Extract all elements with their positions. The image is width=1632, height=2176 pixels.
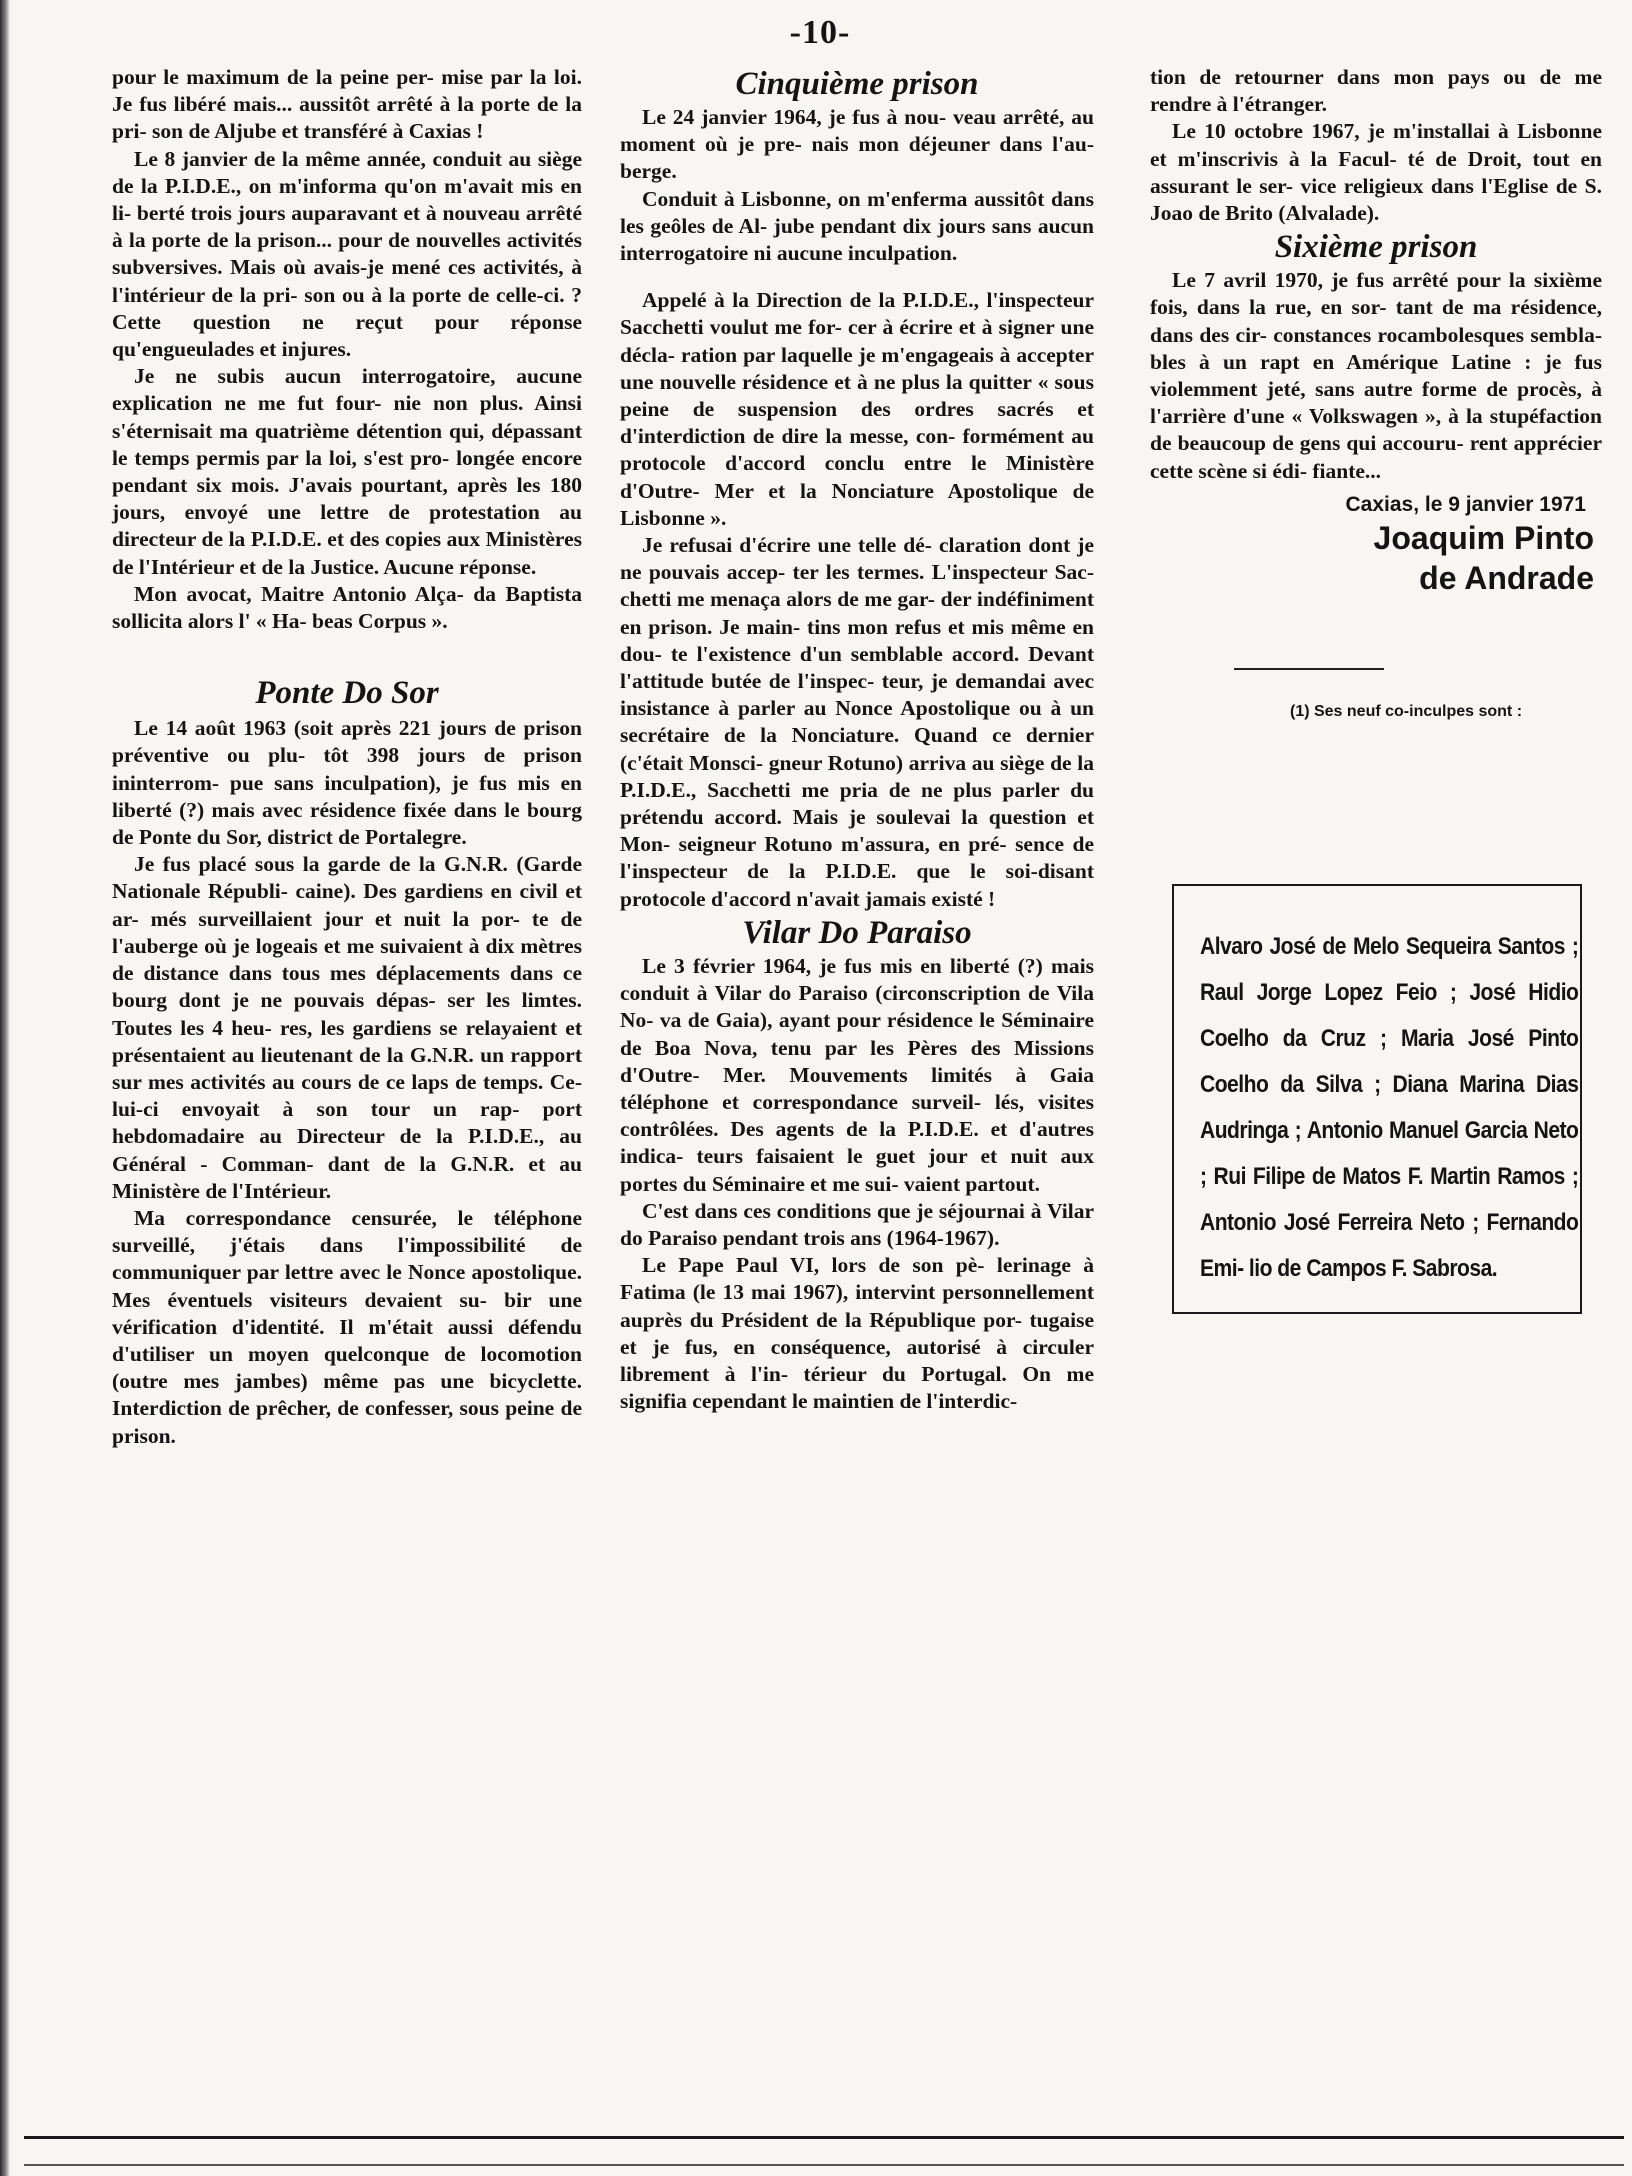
paragraph: Le 8 janvier de la même année, conduit au siège de la P.I.D.E., on m'informa qu'on m'avait mis en li- berté trois jours auparavant et à nouveau arrêté à la porte de la prison... pour de nouvelles activités subversives. Mais où avais-je mené ces activités, à l'intérieur de la pri- son ou à la porte de celle-ci. ? Cette question ne reçut pour réponse qu'engueulades et injures. (112, 146, 582, 362)
page-number: -10- (789, 14, 851, 51)
footnote: (1) Ses neuf co-inculpes sont : (1289, 703, 1523, 721)
paragraph: Conduit à Lisbonne, on m'enferma aussitôt dans les geôles de Al- jube pendant dix jours sans aucun interrogatoire ni aucune inculpation. (620, 186, 1094, 266)
paragraph: Mon avocat, Maitre Antonio Alça- da Baptista sollicita alors l' « Ha- beas Corpus ». (112, 581, 582, 634)
paragraph: Le 24 janvier 1964, je fus à nou- veau arrêté, au moment où je pre- nais mon déjeuner dans l'au- berge. (620, 105, 1094, 184)
paragraph: C'est dans ces conditions que je séjournai à Vilar do Paraiso pendant trois ans (1964-1967). (620, 1198, 1094, 1250)
paragraph: tion de retourner dans mon pays ou de me rendre à l'étranger. (1150, 65, 1602, 117)
section-heading-cinquieme-prison: Cinquième prison (735, 66, 979, 102)
paragraph: Je fus placé sous la garde de la G.N.R. (Garde Nationale Républi- caine). Des gardiens en civil et ar- més surveillaient jour et nuit la por- te de l'auberge où je logeais et me suivaient à dix mètres de distance dans tous mes déplacements dans ce bourg dont je ne pouvais dépas- ser les limtes. Toutes les 4 heu- res, les gardiens se relayaient et présentaient au lieutenant de la G.N.R. un rapport sur mes activités au cours de ce laps de temps. Ce- lui-ci envoyait à son tour un rap- port hebdomadaire au Directeur de la P.I.D.E., au Général - Comman- dant de la G.N.R. et au Ministère de l'Intérieur. (112, 852, 582, 1203)
signature-place-date: Caxias, le 9 janvier 1971 (1345, 492, 1586, 516)
column-1 (112, 64, 582, 1450)
section-heading-vilar-do-paraiso: Vilar Do Paraiso (742, 914, 972, 951)
paragraph: Le 7 avril 1970, je fus arrêté pour la sixième fois, dans la rue, en sor- tant de ma résidence, dans des cir- constances rocambolesques sembla- bles à un rapt en Amérique Latine : je fus violemment jeté, sans autre forme de procès, à l'arrière d'une « Volkswagen », à la stupéfaction de beaucoup de gens qui accouru- rent apprécier cette scène si édi- fiante... (1150, 268, 1602, 483)
paragraph: Je ne subis aucun interrogatoire, aucune explication ne me fut four- nie non plus. Ainsi s'éternisait ma quatrième détention qui, dépassant le temps permis par la loi, s'est pro- longée encore pendant six mois. J'avais pourtant, après les 180 jours, envoyé une lettre de protestation au directeur de la P.I.D.E. et des copies aux Ministères de l'Intérieur et de la Justice. Aucune réponse. (112, 364, 582, 579)
paragraph: Le 14 août 1963 (soit après 221 jours de prison préventive ou plu- tôt 398 jours de prison ininterrom- pue sans inculpation), je fus mis en liberté (?) mais avec résidence fixée dans le bourg de Ponte du Sor, district de Portalegre. (112, 716, 582, 850)
column-3 (1150, 64, 1602, 725)
co-accused-box (1172, 884, 1582, 1314)
paragraph: Je refusai d'écrire une telle dé- claration dont je ne pouvais accep- ter les termes. L'inspecteur Sac- chetti me menaça alors de me gar- der indéfiniment en prison. Je main- tins mon refus et mis même en dou- te l'existence d'un semblable accord. Devant l'attitude butée de l'inspec- teur, je demandai avec insistance à parler au Nonce Apostolique ou à un secrétaire de la Nonciature. Quand ce dernier (c'était Monsci- gneur Rotuno) arriva au siège de la P.I.D.E., Sacchetti me pria de ne plus parler du prétendu accord. Mais je soulevai la question et Mon- seigneur Rotuno m'assura, en pré- sence de l'inspecteur de la P.I.D.E. que le soi-disant protocole d'accord n'avait jamais existé ! (620, 533, 1094, 911)
section-heading-ponte-do-sor: Ponte Do Sor (255, 675, 439, 712)
paragraph: Appelé à la Direction de la P.I.D.E., l'inspecteur Sacchetti voulut me for- cer à écrire et à signer une décla- ration par laquelle je m'engageais à accepter une nouvelle résidence et à ne plus la quitter « sous peine de suspension des ordres sacrés et d'interdiction de dire la messe, con- formément au protocole d'accord conclu entre le Ministère d'Outre- Mer et la Nonciature Apostolique de Lisbonne ». (620, 288, 1094, 530)
section-heading-sixieme-prison: Sixième prison (1274, 229, 1478, 266)
bottom-rule (24, 2164, 1624, 2166)
co-accused-list: Alvaro José de Melo Sequeira Santos ; Raul Jorge Lopez Feio ; José Hidio Coelho da Cruz ; Maria José Pinto Coelho da Silva ; Diana Marina Dias Audringa ; Antonio Manuel Garcia Neto ; Rui Filipe de Matos F. Martin Ramos ; Antonio José Ferreira Neto ; Fernando Emi- lio de Campos F. Sabrosa. (1200, 933, 1579, 1282)
paragraph: Le 10 octobre 1967, je m'installai à Lisbonne et m'inscrivis à la Facul- té de Droit, tout en assurant le ser- vice religieux dans l'Eglise de S. Joao de Brito (Alvalade). (1150, 119, 1602, 226)
signature-name: Joaquim Pinto (1373, 520, 1594, 557)
paragraph: Ma correspondance censurée, le téléphone surveillé, j'étais dans l'impossibilité de communiquer par lettre avec le Nonce apostolique. Mes éventuels visiteurs devaient su- bir une vérification d'identité. Il m'était aussi défendu d'utiliser un moyen quelconque de locomotion (outre mes jambes) même pas une bicyclette. Interdiction de prêcher, de confesser, sous peine de prison. (112, 1205, 582, 1448)
signature-name: de Andrade (1419, 560, 1594, 597)
paragraph: Le Pape Paul VI, lors de son pè- lerinage à Fatima (le 13 mai 1967), intervint personnellement auprès du Président de la République por- tugaise et je fus, en conséquence, autorisé à circuler librement à l'in- térieur du Portugal. On me signifia cependant le maintien de l'interdic- (620, 1253, 1094, 1414)
footnote-rule (1234, 668, 1384, 670)
bottom-rule (24, 2136, 1624, 2139)
paragraph: pour le maximum de la peine per- mise par la loi. Je fus libéré mais... aussitôt arrêté à la porte de la pri- son de Aljube et transféré à Caxias ! (112, 65, 582, 144)
page-edge-shadow (0, 0, 10, 2176)
column-2 (620, 64, 1094, 1415)
paragraph: Le 3 février 1964, je fus mis en liberté (?) mais conduit à Vilar do Paraiso (circonscription de Vila No- va de Gaia), ayant pour résidence le Séminaire de Boa Nova, tenu par les Pères des Missions d'Outre- Mer. Mouvements limités à Gaia téléphone et correspondance surveil- lés, visites contrôlées. Des agents de la P.I.D.E. et d'autres indica- teurs faisaient le guet jour et nuit aux portes du Séminaire et me sui- vaient partout. (620, 953, 1094, 1196)
